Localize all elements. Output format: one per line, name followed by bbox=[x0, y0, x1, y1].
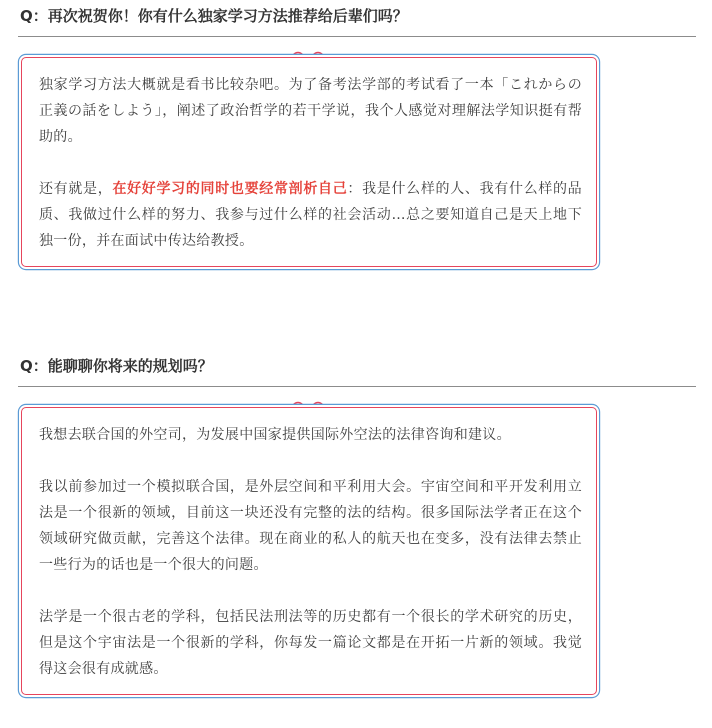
answer-text: ：我是什么样的人、我有什么样的品质、我做过什么样的努力、我参与过什么样的社会活动…总之要知道自己是天上地下独一份，并在面试中传达给教授。 bbox=[39, 181, 582, 249]
answer-box bbox=[21, 57, 597, 267]
answer-paragraph bbox=[39, 176, 582, 254]
answer-card bbox=[21, 57, 597, 267]
qa-section-1 bbox=[0, 6, 712, 267]
question-heading: Q：能聊聊你将来的规划吗？ bbox=[18, 356, 696, 387]
answer-paragraph: 我想去联合国的外空司，为发展中国家提供国际外空法的法律咨询和建议。 bbox=[39, 427, 511, 443]
qa-section-2 bbox=[0, 356, 712, 695]
answer-text: 还有就是， bbox=[39, 181, 113, 197]
highlighted-text: 在好好学习的同时也要经常剖析自己 bbox=[112, 181, 348, 197]
answer-paragraph: 独家学习方法大概就是看书比较杂吧。为了备考法学部的考试看了一本「これからの正義の話をしよう」，阐述了政治哲学的若干学说，我个人感觉对理解法学知识挺有帮助的。 bbox=[39, 77, 582, 145]
answer-box bbox=[21, 407, 597, 695]
answer-paragraph: 我以前参加过一个模拟联合国，是外层空间和平利用大会。宇宙空间和平开发利用立法是一个很新的领域，目前这一块还没有完整的法的结构。很多国际法学者正在这个领域研究做贡献，完善这个法律。现在商业的私人的航天也在变多，没有法律去禁止一些行为的话也是一个很大的问题。 bbox=[39, 479, 582, 573]
question-heading: Q：再次祝贺你！你有什么独家学习方法推荐给后辈们吗？ bbox=[18, 6, 696, 37]
answer-card bbox=[21, 407, 597, 695]
answer-paragraph: 法学是一个很古老的学科，包括民法刑法等的历史都有一个很长的学术研究的历史，但是这个宇宙法是一个很新的学科，你每发一篇论文都是在开拓一片新的领域。我觉得这会很有成就感。 bbox=[39, 609, 582, 677]
